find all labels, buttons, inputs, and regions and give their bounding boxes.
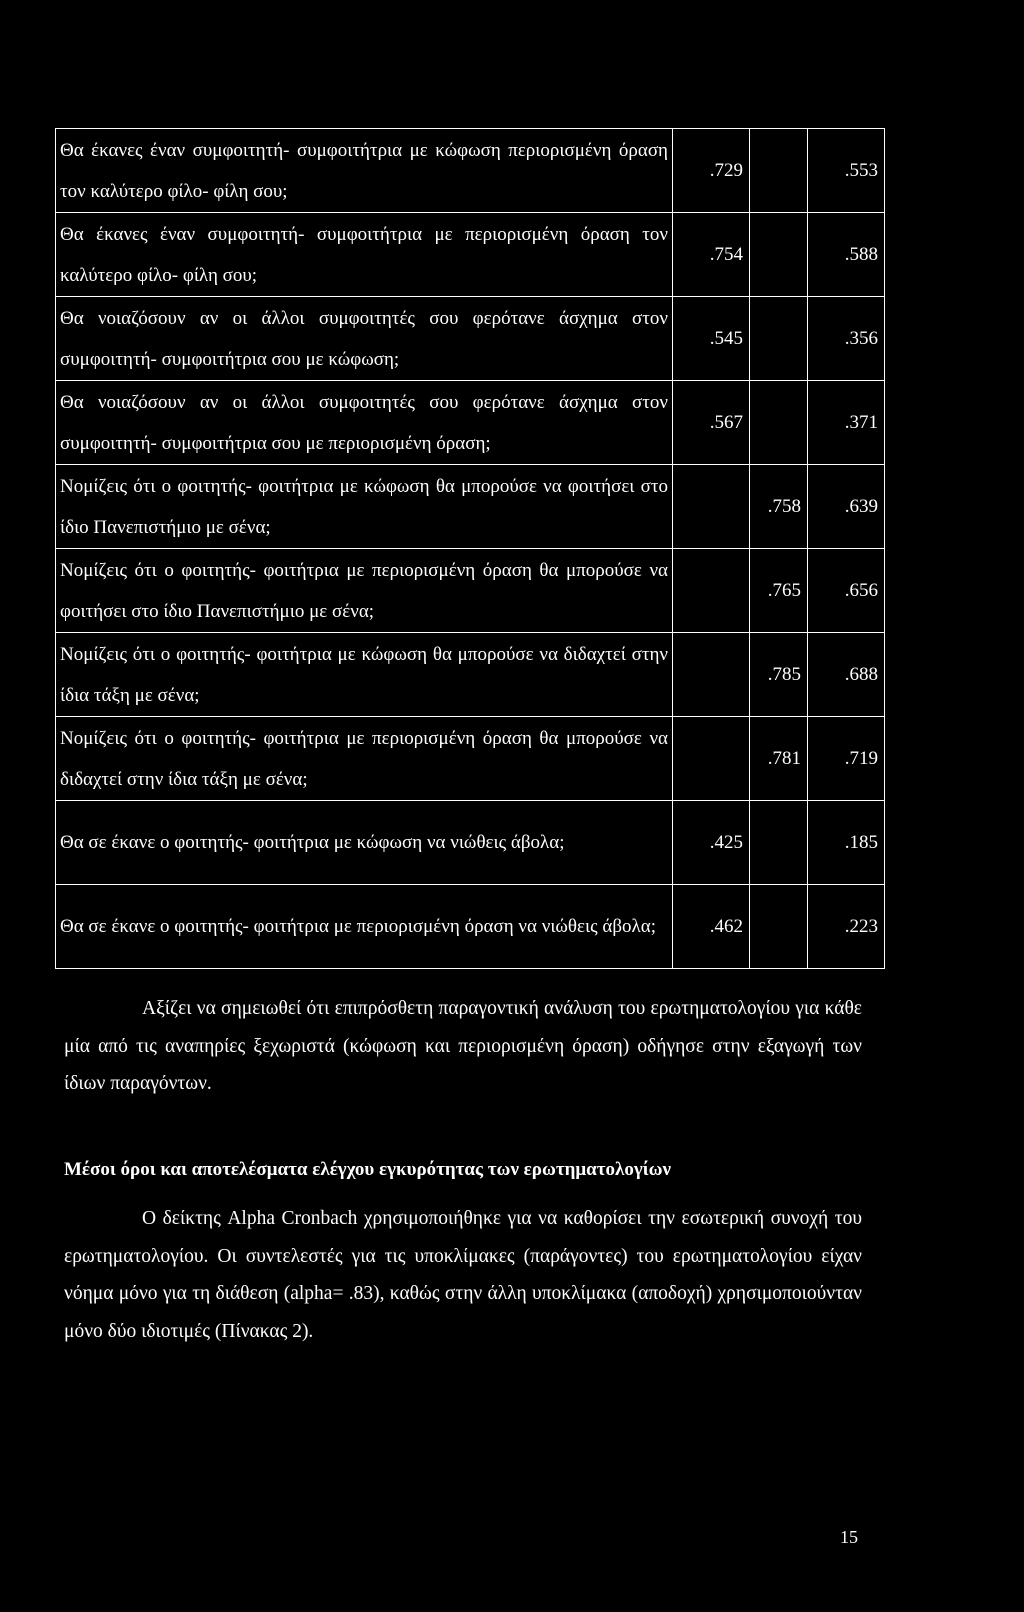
loading-value: .425	[709, 832, 743, 853]
value-cell	[750, 801, 808, 885]
loadings-table-body	[56, 129, 885, 969]
value-cell	[673, 885, 750, 969]
note-paragraph	[64, 990, 862, 1103]
value-cell	[808, 213, 885, 297]
value-cell	[808, 885, 885, 969]
question-cell: Θα νοιαζόσουν αν οι άλλοι συμφοιτητές σου φερότανε άσχημα στον συμφοιτητή- συμφοιτήτρια σου με κώφωση;	[56, 297, 673, 381]
value-cell	[750, 549, 808, 633]
loading-value: .719	[844, 748, 878, 769]
value-cell	[808, 381, 885, 465]
value-cell	[808, 717, 885, 801]
value-cell	[750, 717, 808, 801]
value-cell	[673, 129, 750, 213]
loading-value: .545	[709, 328, 743, 349]
question-cell: Νομίζεις ότι ο φοιτητής- φοιτήτρια με κώφωση θα μπορούσε να φοιτήσει στο ίδιο Πανεπιστήμιο με σένα;	[56, 465, 673, 549]
loading-value: .688	[844, 664, 878, 685]
value-cell	[673, 717, 750, 801]
question-cell: Νομίζεις ότι ο φοιτητής- φοιτήτρια με κώφωση θα μπορούσε να διδαχτεί στην ίδια τάξη με σένα;	[56, 633, 673, 717]
value-cell	[750, 297, 808, 381]
question-cell: Θα έκανες έναν συμφοιτητή- συμφοιτήτρια με περιορισμένη όραση τον καλύτερο φίλο- φίλη σου;	[56, 213, 673, 297]
question-cell: Θα νοιαζόσουν αν οι άλλοι συμφοιτητές σου φερότανε άσχημα στον συμφοιτητή- συμφοιτήτρια σου με περιορισμένη όραση;	[56, 381, 673, 465]
question-cell: Νομίζεις ότι ο φοιτητής- φοιτήτρια με περιορισμένη όραση θα μπορούσε να διδαχτεί στην ίδια τάξη με σένα;	[56, 717, 673, 801]
loading-value: .553	[844, 160, 878, 181]
question-cell: Νομίζεις ότι ο φοιτητής- φοιτήτρια με περιορισμένη όραση θα μπορούσε να φοιτήσει στο ίδιο Πανεπιστήμιο με σένα;	[56, 549, 673, 633]
loading-value: .185	[844, 832, 878, 853]
loading-value: .356	[844, 328, 878, 349]
loading-value: .758	[767, 496, 801, 517]
loadings-table	[55, 128, 885, 969]
loading-value: .462	[709, 916, 743, 937]
table-row	[56, 633, 885, 717]
value-cell	[673, 801, 750, 885]
question-cell: Θα σε έκανε ο φοιτητής- φοιτήτρια με κώφωση να νιώθεις άβολα;	[56, 801, 673, 885]
table-row	[56, 549, 885, 633]
section-heading: Μέσοι όροι και αποτελέσματα ελέγχου εγκυρότητας των ερωτηματολογίων	[64, 1159, 672, 1180]
value-cell	[808, 633, 885, 717]
question-cell: Θα έκανες έναν συμφοιτητή- συμφοιτήτρια με κώφωση περιορισμένη όραση τον καλύτερο φίλο- φίλη σου;	[56, 129, 673, 213]
table-row	[56, 885, 885, 969]
loading-value: .785	[767, 664, 801, 685]
value-cell	[808, 297, 885, 381]
value-cell	[673, 633, 750, 717]
value-cell	[750, 129, 808, 213]
table-row	[56, 297, 885, 381]
value-cell	[673, 381, 750, 465]
body-paragraph-text: Ο δείκτης Alpha Cronbach χρησιμοποιήθηκε για να καθορίσει την εσωτερική συνοχή του ερωτηματολογίου. Οι συντελεστές για τις υποκλίμακες (παράγοντες) του ερωτηματολογίου είχαν νόημα μόνο για τη διάθεση (alpha= .83), καθώς στην άλλη υποκλίμακα (αποδοχή) χρησιμοποιούνταν μόνο δύο ιδιοτιμές (Πίνακας 2).	[64, 1208, 862, 1342]
value-cell	[750, 885, 808, 969]
loading-value: .729	[709, 160, 743, 181]
value-cell	[673, 297, 750, 381]
loading-value: .656	[844, 580, 878, 601]
loading-value: .371	[844, 412, 878, 433]
table-row	[56, 465, 885, 549]
value-cell	[808, 801, 885, 885]
table-row	[56, 213, 885, 297]
loading-value: .588	[844, 244, 878, 265]
body-paragraph	[64, 1200, 862, 1350]
loading-value: .754	[709, 244, 743, 265]
value-cell	[808, 465, 885, 549]
loading-value: .639	[844, 496, 878, 517]
value-cell	[673, 549, 750, 633]
value-cell	[750, 465, 808, 549]
value-cell	[750, 633, 808, 717]
table-row	[56, 129, 885, 213]
value-cell	[808, 129, 885, 213]
loading-value: .567	[709, 412, 743, 433]
table-row	[56, 717, 885, 801]
question-cell: Θα σε έκανε ο φοιτητής- φοιτήτρια με περιορισμένη όραση να νιώθεις άβολα;	[56, 885, 673, 969]
loading-value: .781	[767, 748, 801, 769]
value-cell	[673, 213, 750, 297]
value-cell	[750, 381, 808, 465]
value-cell	[808, 549, 885, 633]
value-cell	[750, 213, 808, 297]
note-paragraph-text: Αξίζει να σημειωθεί ότι επιπρόσθετη παραγοντική ανάλυση του ερωτηματολογίου για κάθε μία από τις αναπηρίες ξεχωριστά (κώφωση και περιορισμένη όραση) οδήγησε στην εξαγωγή των ίδιων παραγόντων.	[64, 998, 862, 1094]
loading-value: .223	[844, 916, 878, 937]
value-cell	[673, 465, 750, 549]
loading-value: .765	[767, 580, 801, 601]
table-row	[56, 381, 885, 465]
table-row	[56, 801, 885, 885]
page-number: 15	[840, 1527, 858, 1547]
